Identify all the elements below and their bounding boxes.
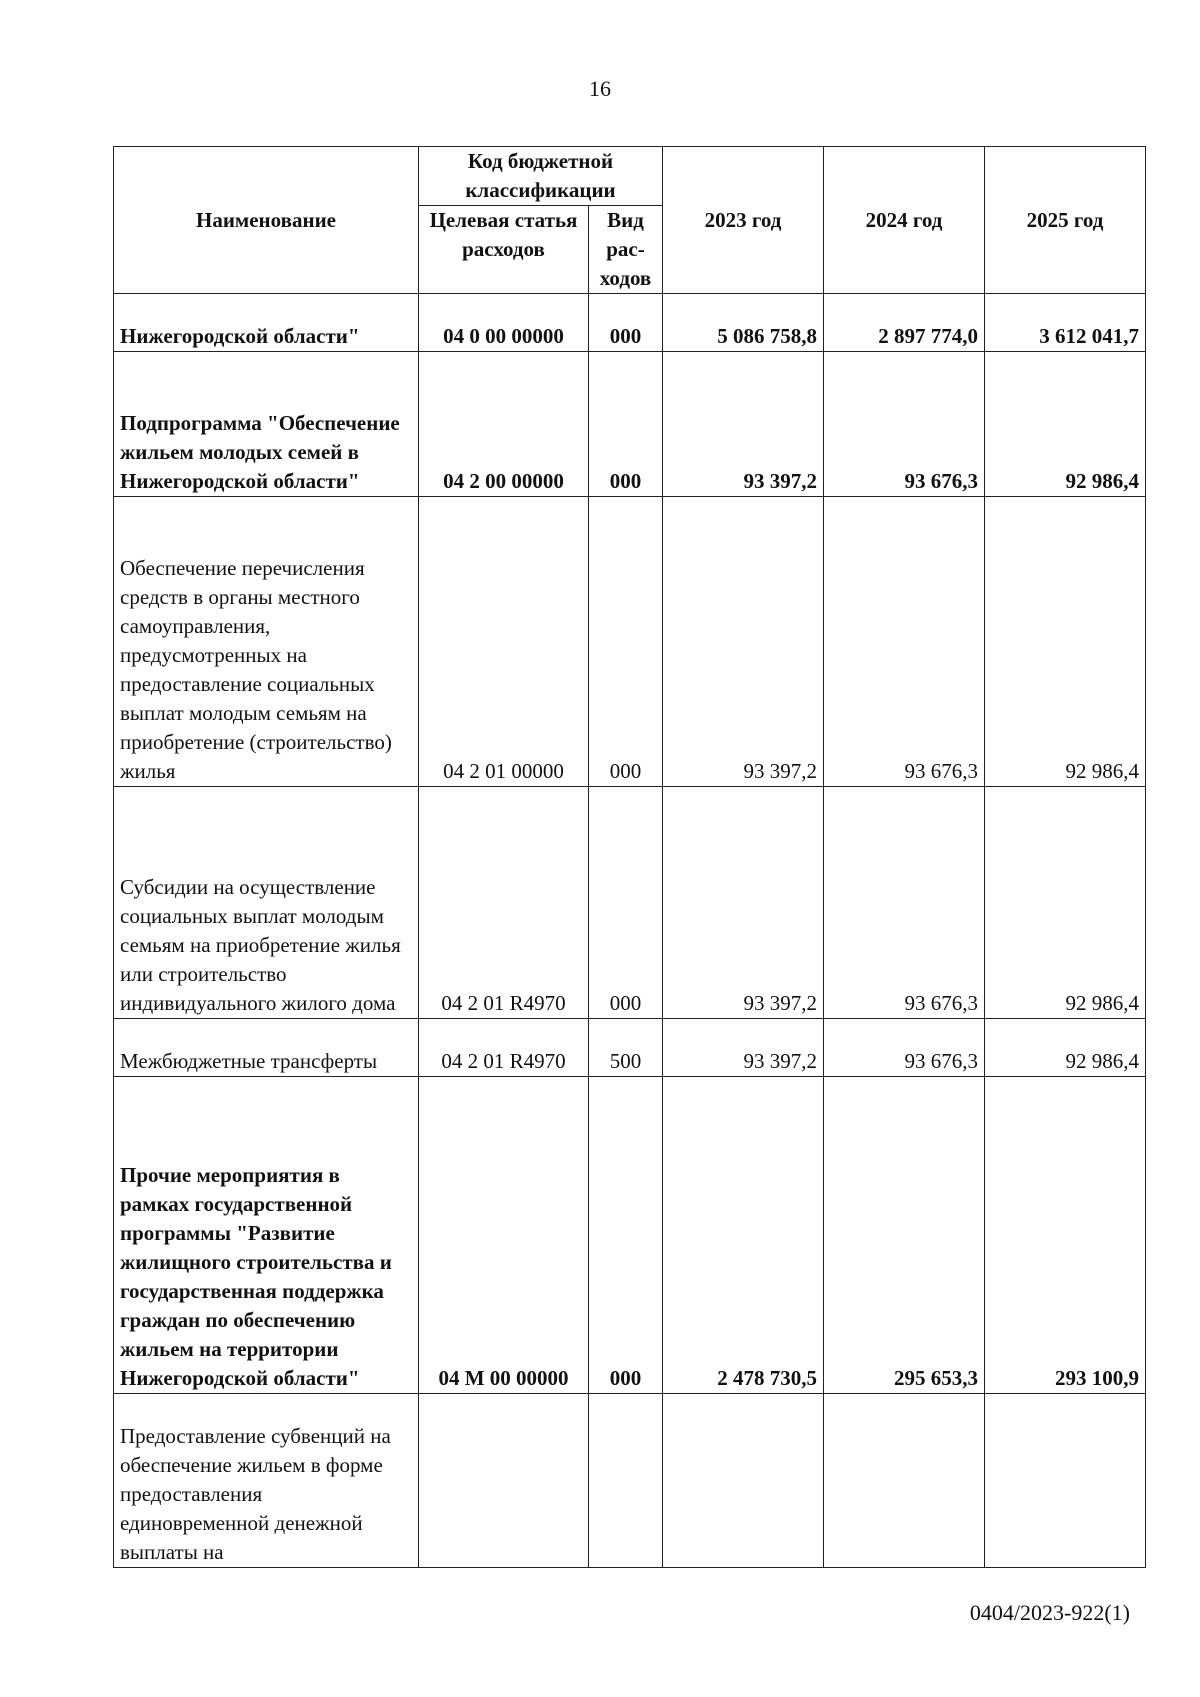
row-type	[589, 1394, 663, 1568]
header-code-group: Код бюджетной классификации	[419, 147, 663, 206]
row-2025: 92 986,4	[985, 352, 1146, 497]
table-row	[114, 497, 1146, 787]
row-2023: 2 478 730,5	[663, 1077, 824, 1394]
table-row	[114, 787, 1146, 1019]
row-name: Субсидии на осуществление социальных выплат молодым семьям на приобретение жилья или строительство индивидуального жилого дома	[114, 787, 419, 1019]
row-type: 000	[589, 294, 663, 352]
row-2025: 293 100,9	[985, 1077, 1146, 1394]
table-row	[114, 294, 1146, 352]
table-row	[114, 1394, 1146, 1568]
row-type: 000	[589, 787, 663, 1019]
row-name: Предоставление субвенций на обеспечение жильем в форме предоставления единовременной денежной выплаты на	[114, 1394, 419, 1568]
row-code: 04 2 00 00000	[419, 352, 589, 497]
row-name: Прочие мероприятия в рамках государственной программы "Развитие жилищного строительства и государственная поддержка граждан по обеспечению жильем на территории Нижегородской области"	[114, 1077, 419, 1394]
table-row	[114, 1077, 1146, 1394]
row-2023: 5 086 758,8	[663, 294, 824, 352]
row-2025	[985, 1394, 1146, 1568]
row-2024: 93 676,3	[824, 1019, 985, 1077]
row-name: Подпрограмма "Обеспечение жильем молодых семей в Нижегородской области"	[114, 352, 419, 497]
row-type: 000	[589, 1077, 663, 1394]
row-2024: 93 676,3	[824, 352, 985, 497]
row-2024: 2 897 774,0	[824, 294, 985, 352]
row-name: Нижегородской области"	[114, 294, 419, 352]
row-type: 000	[589, 497, 663, 787]
header-2025: 2025 год	[985, 147, 1146, 294]
row-2024: 295 653,3	[824, 1077, 985, 1394]
row-2025: 92 986,4	[985, 497, 1146, 787]
page-number: 16	[589, 76, 611, 101]
row-code	[419, 1394, 589, 1568]
row-type: 000	[589, 352, 663, 497]
row-2025: 92 986,4	[985, 787, 1146, 1019]
row-code: 04 М 00 00000	[419, 1077, 589, 1394]
budget-table	[113, 146, 1146, 1568]
row-2023	[663, 1394, 824, 1568]
document-code: 0404/2023-922(1)	[969, 1600, 1130, 1625]
row-type: 500	[589, 1019, 663, 1077]
row-2025: 92 986,4	[985, 1019, 1146, 1077]
row-2023: 93 397,2	[663, 787, 824, 1019]
row-2024: 93 676,3	[824, 497, 985, 787]
row-name: Межбюджетные трансферты	[114, 1019, 419, 1077]
header-target-article: Целевая статья расходов	[419, 206, 589, 294]
row-2023: 93 397,2	[663, 1019, 824, 1077]
row-2024: 93 676,3	[824, 787, 985, 1019]
row-code: 04 2 01 R4970	[419, 1019, 589, 1077]
row-2023: 93 397,2	[663, 352, 824, 497]
table-row	[114, 352, 1146, 497]
header-2023: 2023 год	[663, 147, 824, 294]
row-name: Обеспечение перечисления средств в органы местного самоуправления, предусмотренных на предоставление социальных выплат молодым семьям на приобретение (строительство) жилья	[114, 497, 419, 787]
row-code: 04 2 01 00000	[419, 497, 589, 787]
row-code: 04 2 01 R4970	[419, 787, 589, 1019]
table-row	[114, 1019, 1146, 1077]
header-2024: 2024 год	[824, 147, 985, 294]
row-2023: 93 397,2	[663, 497, 824, 787]
row-code: 04 0 00 00000	[419, 294, 589, 352]
header-name: Наименование	[114, 147, 419, 294]
row-2025: 3 612 041,7	[985, 294, 1146, 352]
header-expense-type: Вид рас- ходов	[589, 206, 663, 294]
row-2024	[824, 1394, 985, 1568]
